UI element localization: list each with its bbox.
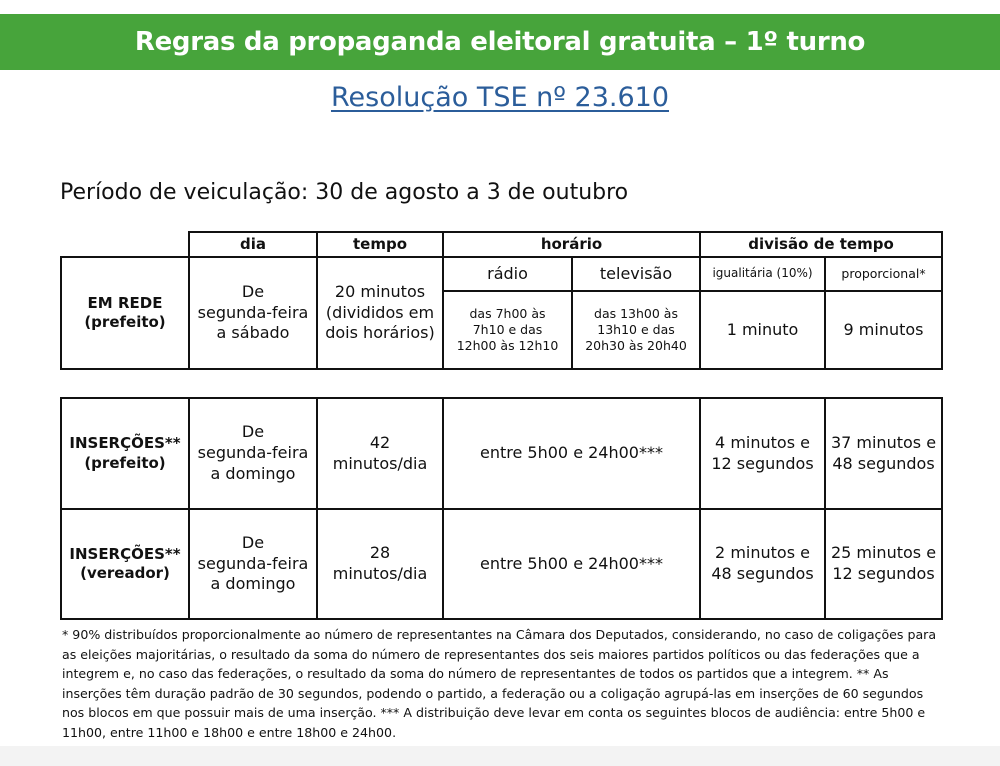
em-rede-table	[60, 231, 943, 370]
subheader-proporcional: proporcional*	[825, 257, 942, 291]
subheader-radio: rádio	[443, 257, 572, 291]
cell-proporcional: 25 minutos e 12 segundos	[825, 509, 942, 619]
period-heading: Período de veiculação: 30 de agosto a 3 de outubro	[60, 180, 629, 205]
cell-tempo: 28 minutos/dia	[317, 509, 443, 619]
empty-corner	[61, 232, 189, 257]
cell-televisao-horario: das 13h00 às 13h10 e das 20h30 às 20h40	[572, 291, 700, 369]
cell-igualitaria: 1 minuto	[700, 291, 825, 369]
insercoes-table	[60, 397, 943, 620]
header-dia: dia	[189, 232, 317, 257]
header-divisao: divisão de tempo	[700, 232, 942, 257]
cell-dia: De segunda-feira a domingo	[189, 398, 317, 509]
cell-horario: entre 5h00 e 24h00***	[443, 398, 700, 509]
cell-igualitaria: 2 minutos e 48 segundos	[700, 509, 825, 619]
bottom-strip	[0, 746, 1000, 766]
row-label-insercoes-prefeito: INSERÇÕES** (prefeito)	[61, 398, 189, 509]
row-label-insercoes-vereador: INSERÇÕES** (vereador)	[61, 509, 189, 619]
header-horario: horário	[443, 232, 700, 257]
banner-title: Regras da propaganda eleitoral gratuita – 1º turno	[134, 27, 866, 57]
cell-dia: De segunda-feira a domingo	[189, 509, 317, 619]
cell-proporcional: 37 minutos e 48 segundos	[825, 398, 942, 509]
table-row	[61, 398, 942, 509]
resolution-subtitle[interactable]: Resolução TSE nº 23.610	[330, 82, 669, 113]
cell-proporcional: 9 minutos	[825, 291, 942, 369]
cell-radio-horario: das 7h00 às 7h10 e das 12h00 às 12h10	[443, 291, 572, 369]
title-banner	[0, 14, 1000, 70]
footnote: * 90% distribuídos proporcionalmente ao número de representantes na Câmara dos Deputados, considerando, no caso de coligações para as eleições majoritárias, o resultado da soma do número de representantes dos seis maiores partidos políticos ou das federações que a integrem e, no caso das federações, o resultado da soma do número de representantes de todos os partidos que a integrem. ** As inserções têm duração padrão de 30 segundos, podendo o partido, a federação ou a coligação agrupá-las em inserções de 60 segundos nos blocos em que possuir mais de uma inserção. *** A distribuição deve levar em conta os seguintes blocos de audiência: entre 5h00 e 11h00, entre 11h00 e 18h00 e entre 18h00 e 24h00.	[62, 627, 937, 740]
cell-horario: entre 5h00 e 24h00***	[443, 509, 700, 619]
row-label-em-rede: EM REDE (prefeito)	[61, 257, 189, 369]
cell-igualitaria: 4 minutos e 12 segundos	[700, 398, 825, 509]
cell-tempo: 20 minutos (divididos em dois horários)	[317, 257, 443, 369]
cell-dia: De segunda-feira a sábado	[189, 257, 317, 369]
subheader-televisao: televisão	[572, 257, 700, 291]
cell-tempo: 42 minutos/dia	[317, 398, 443, 509]
subheader-igualitaria: igualitária (10%)	[700, 257, 825, 291]
table-row	[61, 509, 942, 619]
header-tempo: tempo	[317, 232, 443, 257]
